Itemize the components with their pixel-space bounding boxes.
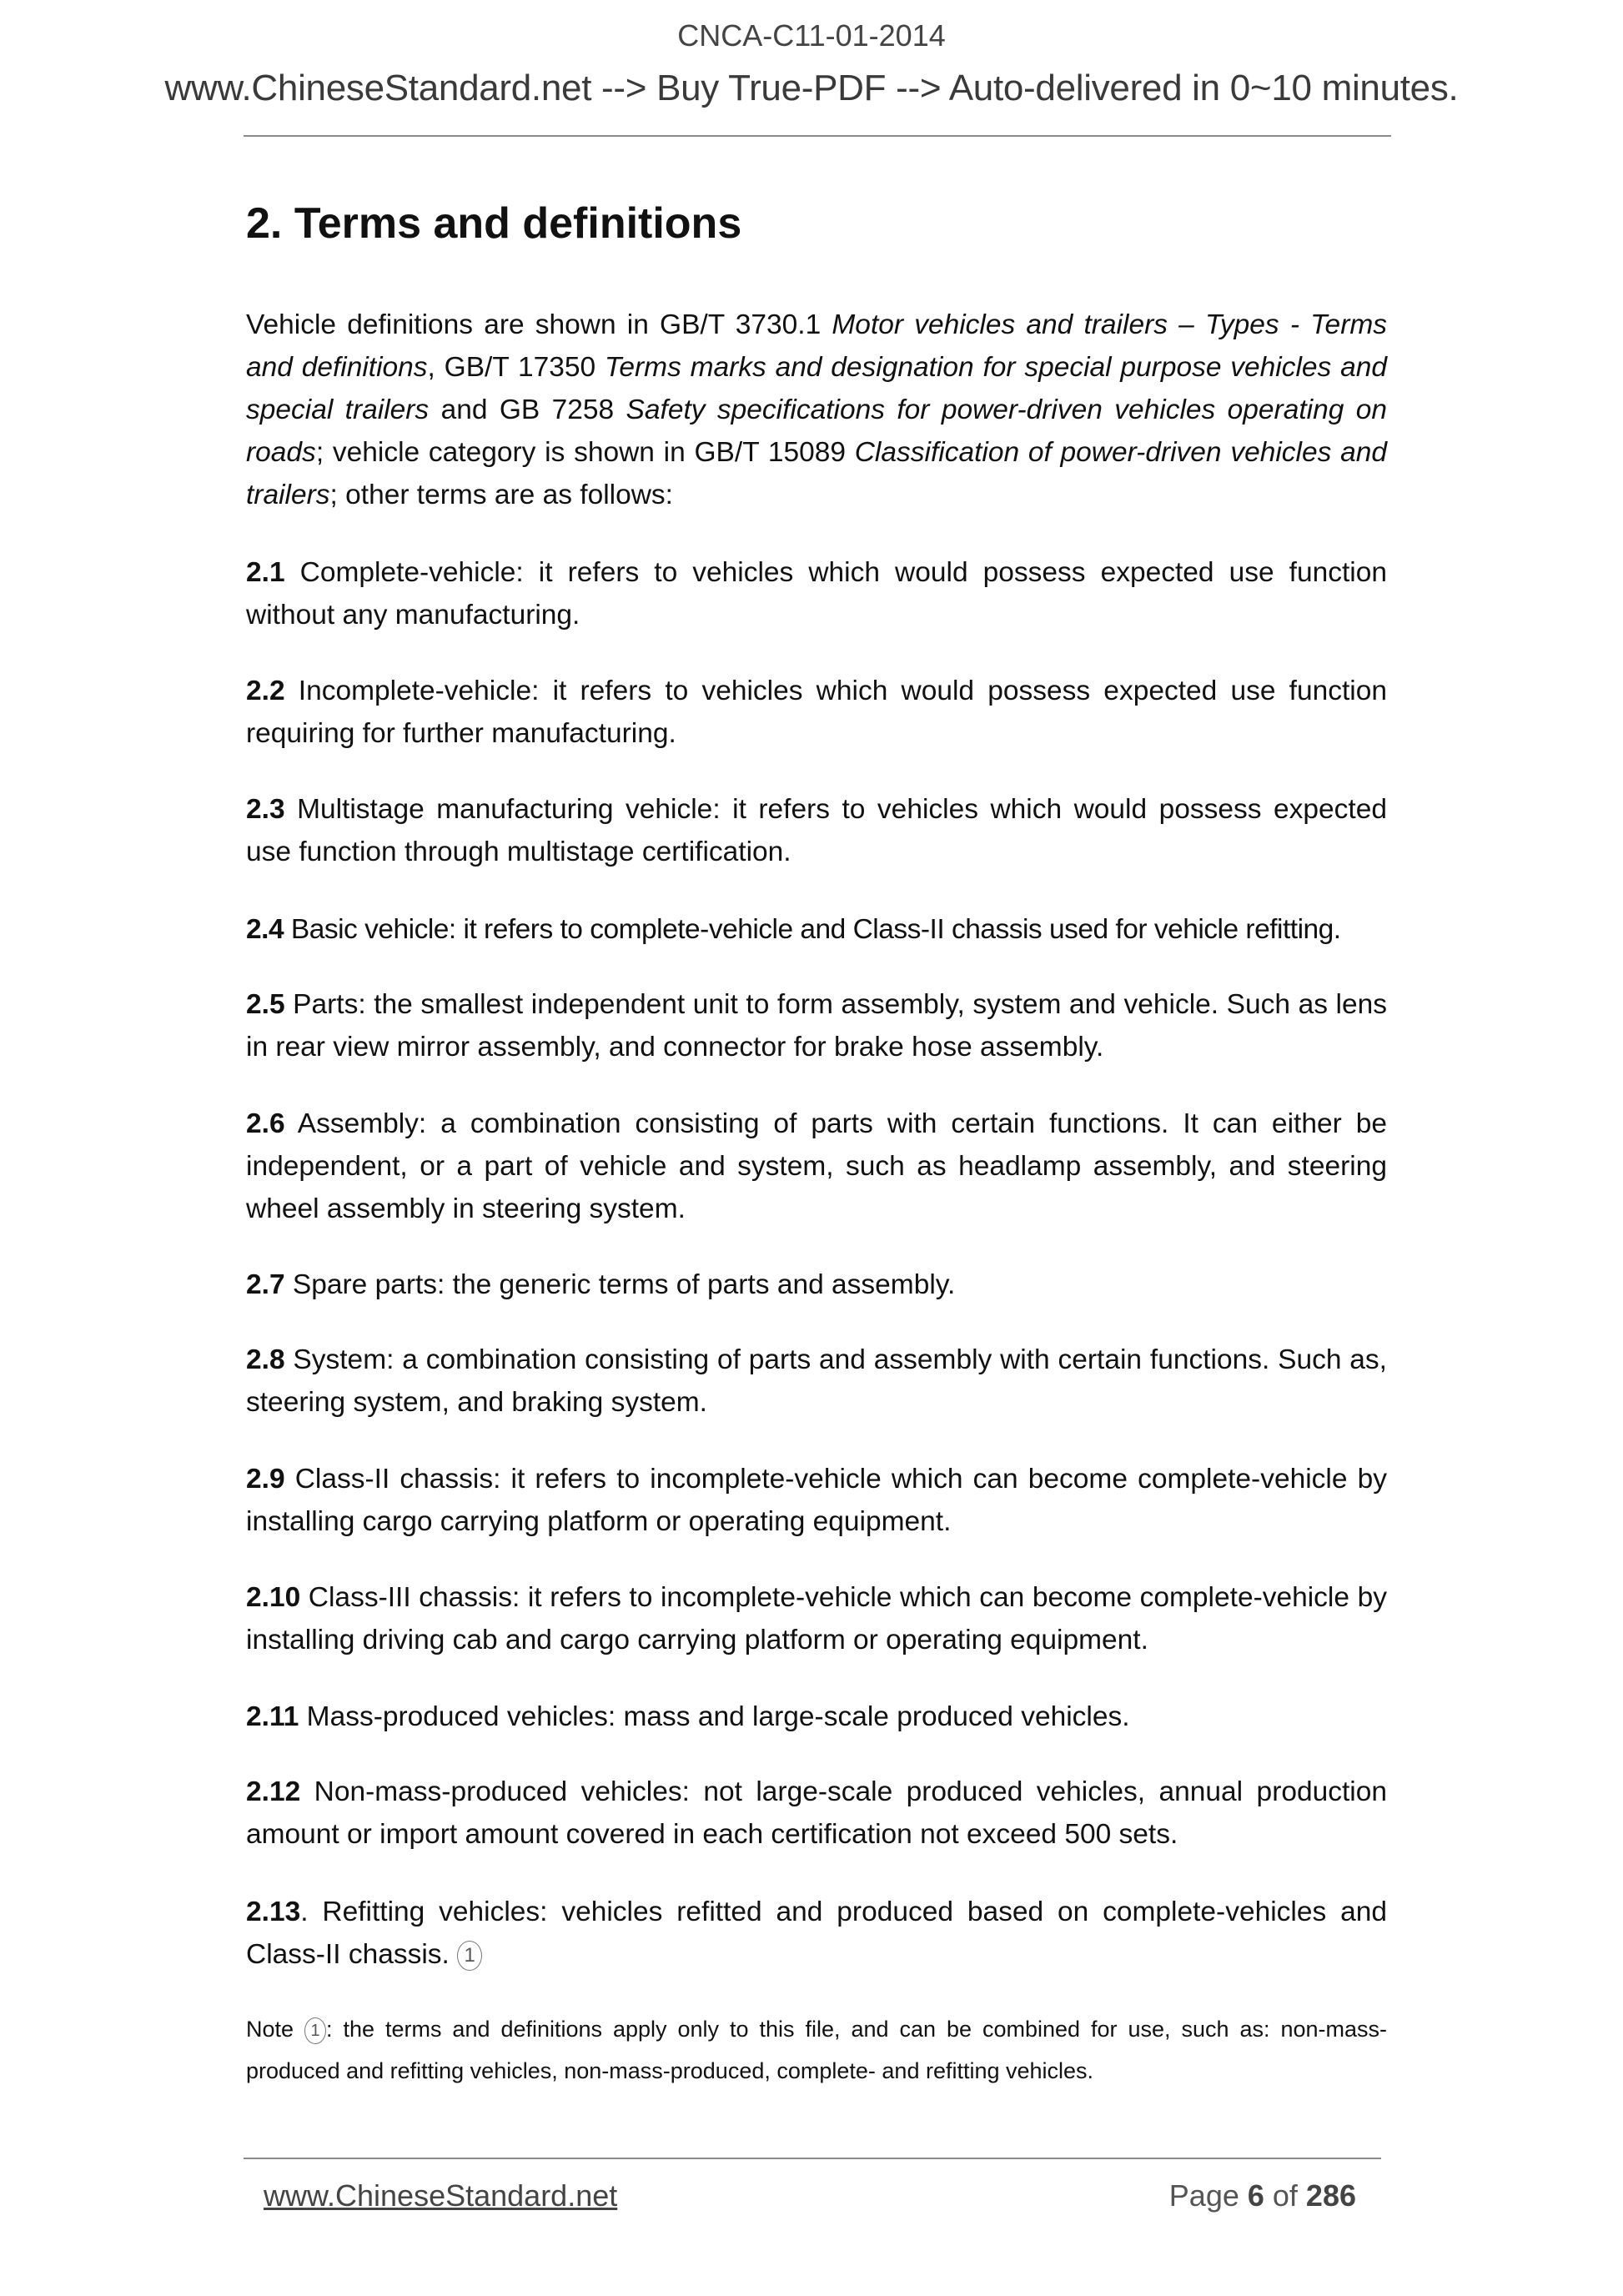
footer-website-link[interactable]: www.ChineseStandard.net [264,2178,618,2213]
term-2-13 [246,1891,1387,1976]
term-number: 2.1 [246,557,285,588]
term-2-9 [246,1458,1387,1543]
page-label: Page [1168,2178,1248,2213]
standard-title: Classification of power-driven vehicles and trailers [246,437,1387,510]
term-number: 2.6 [246,1108,285,1139]
term-text: Class-III chassis: it refers to incomplete-vehicle which can become complete-vehicle by installing driving cab and cargo carrying platform or operating equipment. [246,1582,1387,1655]
term-number: 2.5 [246,989,285,1020]
term-number: 2.8 [246,1344,285,1375]
standard-title: Safety specifications for power-driven vehicles operating on roads [246,394,1387,468]
term-text: Mass-produced vehicles: mass and large-scale produced vehicles. [299,1701,1130,1732]
document-code: CNCA-C11-01-2014 [677,18,946,53]
intro-text: ; vehicle category is shown in GB/T 15089 [315,437,855,468]
term-text: Non-mass-produced vehicles: not large-scale produced vehicles, annual production amount or import amount covered in each certification not exceed 500 sets. [246,1776,1387,1850]
intro-text: and GB 7258 [429,394,626,425]
footnote [246,2008,1387,2092]
term-text: Complete-vehicle: it refers to vehicles which would possess expected use function without any manufacturing. [246,557,1387,631]
intro-paragraph [246,304,1387,516]
term-2-4 [246,908,1397,951]
total-pages: 286 [1305,2178,1356,2213]
intro-text: Vehicle definitions are shown in GB/T 3730.1 [246,309,832,340]
term-text: Incomplete-vehicle: it refers to vehicles which would possess expected use function requiring for further manufacturing. [246,676,1387,749]
term-text: Basic vehicle: it refers to complete-vehicle and Class-II chassis used for vehicle refitting. [284,914,1341,945]
term-text: . Refitting vehicles: vehicles refitted and produced based on complete-vehicles and Class-II chassis. [246,1897,1387,1970]
term-2-11 [246,1696,1387,1738]
term-number: 2.4 [246,914,284,945]
term-2-12 [246,1771,1387,1856]
note-label: Note [246,2017,304,2042]
term-2-7 [246,1264,1387,1306]
term-number: 2.9 [246,1464,285,1495]
page-indicator [1168,2178,1356,2213]
term-number: 2.3 [246,794,285,825]
term-text: Assembly: a combination consisting of parts with certain functions. It can either be independent, or a part of vehicle and system, such as headlamp assembly, and steering wheel assembly in steering system. [246,1108,1387,1224]
term-text: Class-II chassis: it refers to incomplete-vehicle which can become complete-vehicle by installing cargo carrying platform or operating equipment. [246,1464,1387,1537]
standard-title: Motor vehicles and trailers – Types - Terms and definitions [246,309,1387,383]
term-number: 2.12 [246,1776,301,1807]
term-text: System: a combination consisting of parts and assembly with certain functions. Such as, steering system, and braking system. [246,1344,1387,1418]
term-text: Parts: the smallest independent unit to form assembly, system and vehicle. Such as lens in rear view mirror assembly, and connector for brake hose assembly. [246,989,1387,1063]
term-2-8 [246,1339,1387,1424]
footer-divider [244,2158,1381,2159]
page-of-label: of [1264,2178,1306,2213]
term-2-10 [246,1576,1387,1661]
footnote-marker[interactable]: 1 [457,1941,482,1971]
term-number: 2.10 [246,1582,301,1613]
term-number: 2.2 [246,676,285,706]
term-number: 2.13 [246,1897,301,1927]
term-2-6 [246,1103,1387,1230]
current-page: 6 [1247,2178,1264,2213]
header-banner: www.ChineseStandard.net --> Buy True-PDF --> Auto-delivered in 0~10 minutes. [164,68,1459,108]
intro-text: ; other terms are as follows: [329,480,673,510]
note-text: : the terms and definitions apply only to this file, and can be combined for use, such as: non-mass-produced and refitting vehicles, non-mass-produced, complete- and refitting vehicles. [246,2017,1387,2083]
term-text: Spare parts: the generic terms of parts and assembly. [284,1269,956,1300]
term-text: Multistage manufacturing vehicle: it refers to vehicles which would possess expected use function through multistage certification. [246,794,1387,867]
header-divider [244,135,1391,137]
intro-text: , GB/T 17350 [427,352,605,383]
term-2-3 [246,788,1387,873]
footnote-marker: 1 [304,2017,326,2044]
term-number: 2.11 [246,1701,299,1732]
term-2-1 [246,551,1387,636]
term-2-5 [246,983,1387,1068]
section-title: 2. Terms and definitions [246,199,742,248]
term-2-2 [246,670,1387,755]
term-number: 2.7 [246,1269,285,1300]
standard-title: Terms marks and designation for special purpose vehicles and special trailers [246,352,1388,425]
